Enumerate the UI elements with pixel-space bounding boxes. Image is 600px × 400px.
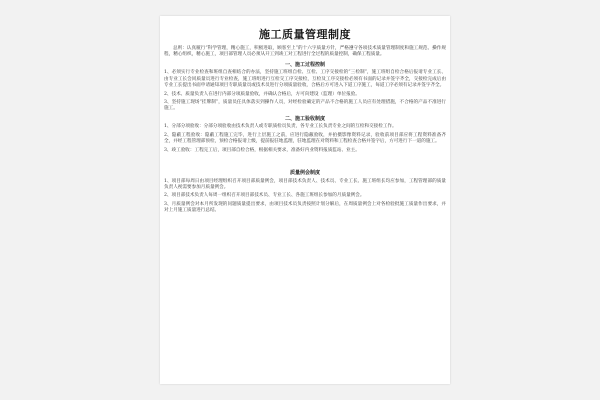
paragraph: 2、隐蔽工程验收：隐蔽工程施工完毕，进行上层施工之前，应进行隐蔽验收，并拍摄影像资料记录，验收前项目部应将工程资料准备齐全，并经工程管理部预检，预检合格报请上级，提前报驻地监理，驻地监理在对资料和工程检查合格并签字后，方可进行下一道的施工。 [164, 132, 446, 145]
paragraph: 3、竣工验收：工程完工后，项目部自检合格，根据相关要求，准备好内业资料报质监站、业主。 [164, 147, 360, 153]
document-page [160, 16, 450, 384]
paragraph: 1、必须实行专业检查和班组自查相结合的办法，坚持施工班组自检、互检、工序交接检的“三检制”，施工班组自检合格后报请专业工长、由专业工长会同质量员进行专业检查，施工班组进行互检交工序交接检，互检及工序交接检必须有书面的记录并签字齐全，交接检完成后由专业工长提出书面申请通知项目专职质量员或技术员进行分项质量验收，合格后方可进入下道工序施工，每道工序必须有记录并签字齐全。 [164, 70, 446, 89]
paragraph: 1、项目部每周日由项目经理组织召开项目部质量例会，项目部技术负责人、技术员、专业工长、施工班组长均应参加，工程管理部的质量负责人视需要参加月质量例会。 [164, 178, 446, 191]
paragraph: 2、技术、质量负责人在进行内部分项质量验收，并确认合格后，方可向建设（监理）单位报验。 [164, 91, 360, 97]
paragraph: 2、项目部技术负责人每周一组织召开项目部技术员、专业工长、各施工班组长参加的月质量例会。 [164, 193, 365, 199]
paragraph: 3、坚持施工现场“挂牌制”，质量员任具体落实到操作人员，对经检验确定的产品不合格的施工人员应有处理措施，不合格的产品不准进行施工。 [164, 100, 446, 112]
document-title: 施工质量管理制度 [259, 28, 351, 41]
paragraph: 3、月质量例会对本月所发现的问题质量提出要求，由项目技术员负责按照计划分解后，在周质量例会上对各检验批施工质量作出要求，并对上月施工质量进行总结。 [164, 201, 446, 214]
section-heading-acceptance: 二、施工验收制度 [284, 115, 325, 122]
section-heading-quality-meeting: 质量例会制度 [289, 170, 320, 177]
paragraph: 1、分部分项验收：分部分项验收由技术负责人或专职质检员负责，各专业工长负责专业之间的互检和交接检工作。 [164, 124, 397, 130]
intro-paragraph: 总则：认真履行“科学管理，精心施工，积极进取，顾客至上”的十六字质量方针，严格遵守各项技术质量管理制度和施工规范、操作规程，精心组织，精心施工，项目部管理人员必须从开工到竣工对工程进行全过程的质量控制，确保工程质量。 [164, 46, 446, 58]
section-heading-construction-control: 一、施工过程控制 [284, 61, 325, 68]
